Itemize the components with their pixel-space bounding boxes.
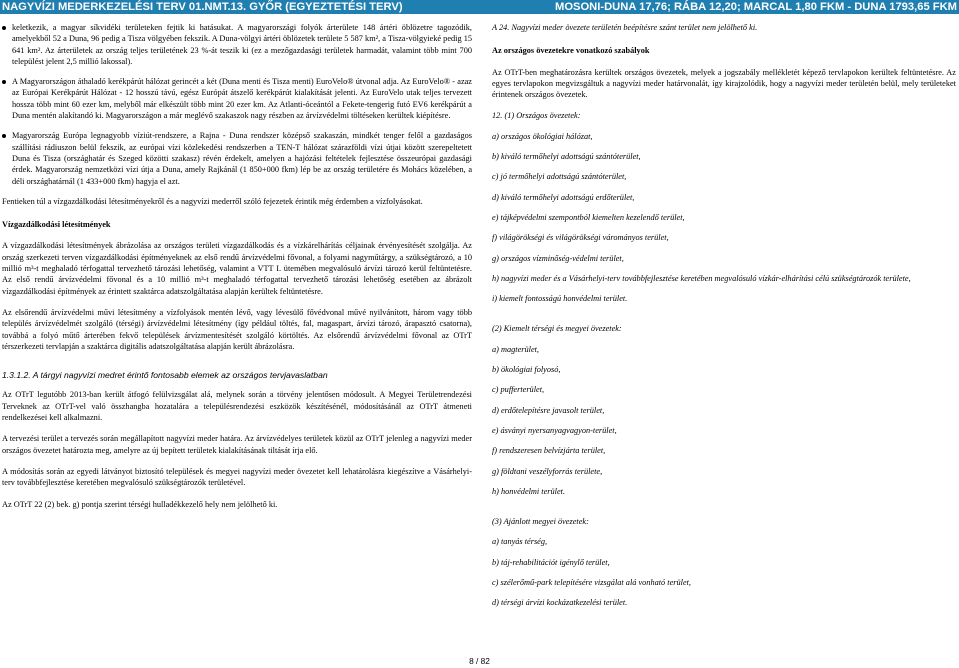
list-item: a) országos ökológiai hálózat, — [492, 131, 593, 141]
zone-list-national — [492, 131, 956, 305]
section-heading: Vízgazdálkodási létesítmények — [2, 220, 111, 230]
list-item: g) földtani veszélyforrás területe, — [492, 466, 603, 476]
bullet-paragraph: A Magyarországon áthaladó kerékpárút hálózat gerincét a két (Duna menti és Tisza menti) EuroVelo® útvonal adja. Az EuroVelo® - azaz az Európai Kerékpárút Hálózat - 12 hosszú távú, egész Európát átszelő kerékpárút kialakítását jelenti. Az EuroVelo utak teljes tervezett hossza több mint 60 ezer km, melyből már elkészült több mint 20 ezer km. Az Atlanti-óceántól a Fekete-tengerig futó EV6 kerékpárút a Duna mentén alakítandó ki. Magyarországon a már meglévő szakaszok nagy részben az árvízvédelmi töltéseken kerültek kiépítésre. — [2, 76, 472, 121]
body-paragraph: Az OTrT-ben meghatározásra kerültek országos övezetek, melyek a jogszabály mellékletét képező tervlapokon kerültek feltüntetésre. Az egyes tervlapokon megvizsgáltuk a nagyvízi meder határvonalát, így kirajzolódik, hogy a nagyvízi meder területén belül, mely területeket érintenek országos övezetek. — [492, 67, 956, 100]
list-item: d) térségi árvízi kockázatkezelési terület. — [492, 598, 628, 608]
list-title: (3) Ajánlott megyei övezetek: — [492, 517, 589, 527]
subsection-heading: 1.3.1.2. A tárgyi nagyvízi medret érintő fontosabb elemek az országos tervjavaslatban — [2, 370, 328, 381]
bullet-dot-icon — [2, 26, 6, 30]
right-column — [492, 22, 956, 618]
header-left-title: NAGYVÍZI MEDERKEZELÉSI TERV 01.NMT.13. GYŐR (EGYEZTETÉSI TERV) — [2, 1, 403, 13]
list-item: e) ásványi nyersanyagvagyon-terület, — [492, 425, 617, 435]
zone-list-county — [492, 536, 956, 608]
body-paragraph: Az OTrT 22 (2) bek. g) pontja szerint térségi hulladékkezelő hely nem jelölhető ki. — [2, 499, 278, 509]
section-heading: Az országos övezetekre vonatkozó szabályok — [492, 46, 650, 56]
list-item: f) világörökségi és világörökségi várományos terület, — [492, 233, 669, 243]
list-item: c) jó termőhelyi adottságú szántóterület, — [492, 172, 627, 182]
list-item: b) kiváló termőhelyi adottságú szántóterület, — [492, 152, 641, 162]
bullet-paragraph: Magyarország Európa legnagyobb víziút-rendszere, a Rajna - Duna rendszer középső szakaszán, mindkét tenger felől a gazdaságos szállítási rádiuszon belül fekszik, az európai vízi közlekedési rendszerben a TEN-T hálózat szárazföldi vízi útjai között szerepeltetett Duna és Tisza (országhatár és Szeged közötti szakasz) révén érdekelt, amelyen a hajózási feltételek fejlesztése összeurópai gazdasági érdek. Magyarország nemzetközi vízi útja a Duna, amely Rajkánál (1 850+000 fkm) lép be az ország területére és Mohács közelében, a déli országhatárnál (1 433+000 fkm) hagyja el azt. — [2, 130, 472, 186]
list-item: g) országos vízminőség-védelmi terület, — [492, 253, 624, 263]
list-item: c) pufferterület, — [492, 385, 545, 395]
list-title: (2) Kiemelt térségi és megyei övezetek: — [492, 324, 622, 334]
document-header — [0, 0, 959, 14]
zone-list-regional — [492, 344, 956, 497]
bullet-paragraph: keletkezik, a magyar síkvidéki területeken fejtik ki hatásukat. A magyarországi folyók árterülete 148 ártéri öblözetre tagozódik, amelyekből 52 a Duna, 96 pedig a Tisza völgyében fekszik. A Duna-völgyi ártéri öblözetek területe 5 587 km², a Tisza-völgyieké pedig 15 641 km². Az árterületek az ország teljes területének 23 %-át teszik ki (ez a mezőgazdasági területek harmadát, valamint több mint 700 települést jelent 2,5 millió lakossal). — [2, 22, 472, 67]
page-number: 8 / 82 — [469, 656, 490, 666]
list-item: a) tanyás térség, — [492, 537, 548, 547]
left-column — [2, 22, 472, 520]
header-right-title: MOSONI-DUNA 17,76; RÁBA 12,20; MARCAL 1,80 FKM - DUNA 1793,65 FKM — [555, 1, 957, 13]
list-title: 12. (1) Országos övezetek: — [492, 111, 581, 121]
bullet-dot-icon — [2, 80, 6, 84]
body-paragraph: Az elsőrendű árvízvédelmi művi létesítmény a vízfolyások mentén lévő, vagy lévesülő fővédvonal művé nyilvánított, három vagy több település árvízvédelmét szolgáló (térségi) árvízvédelmi létesítmény (így például töltés, fal, magaspart, árvízi tározó, árapasztó csatorna), továbbá a folyó műtő árterében fekvő települések árvízmentesítését szolgáló körtöltés. Az elsőrendű árvízvédelmi fővonal az OTrT térszerkezeti tervlapján a szaktárca digitális adatszolgáltatása alapján került ábrázolásra. — [2, 307, 472, 351]
body-paragraph: A módosítás során az egyedi látványot biztosító települések és megyei nagyvízi meder övezetet kell lehatárolásra kiegészítve a Vásárhelyi-terv továbbfejlesztése keretében megvalósuló szükségtározók területével. — [2, 466, 472, 488]
body-paragraph: A tervezési terület a tervezés során megállapított nagyvízi meder határa. Az árvízvédelyes területek közül az OTrT jelenleg a nagyvízi meder országos övezetet határozta meg, amelyre az új bepített területek kialakításának tiltását írja elő. — [2, 434, 472, 455]
list-item: a) magterület, — [492, 344, 540, 354]
body-paragraph: Fentieken túl a vízgazdálkodási létesítményekről és a nagyvízi mederről szóló fejezetek érintik még érdemben a vízfolyásokat. — [2, 196, 423, 206]
list-item: d) kiváló termőhelyi adottságú erdőterület, — [492, 192, 635, 202]
bullet-dot-icon — [2, 134, 6, 138]
list-item: b) táj-rehabilitációt igénylő terület, — [492, 557, 610, 567]
list-item: b) ökológiai folyosó, — [492, 365, 561, 375]
list-item: h) nagyvízi meder és a Vásárhelyi-terv továbbfejlesztése keretében megvalósuló vízkár-elhárítási célú szükségtározók területe, — [492, 273, 911, 283]
list-item: h) honvédelmi terület. — [492, 486, 566, 496]
body-paragraph: Az OTrT legutóbb 2013-ban került átfogó felülvizsgálat alá, melynek során a törvény jelentősen módosult. A Megyei Területrendezési Terveknek az OTrT-vel való összhangba hozatalára a településrendezési eszközök készítésénél, módosításánál az OTrT átmeneti rendelkezései kell alkalmazni. — [2, 390, 472, 423]
list-item: d) erdőtelepítésre javasolt terület, — [492, 405, 605, 415]
list-item: f) rendszeresen belvízjárta terület, — [492, 446, 606, 456]
italic-paragraph: A 24. Nagyvízi meder övezete területén beépítésre szánt terület nem jelölhető ki. — [492, 23, 758, 32]
list-item: c) szélerőmű-park telepítésére vizsgálat alá vonható terület, — [492, 578, 692, 588]
list-item: i) kiemelt fontosságú honvédelmi terület. — [492, 294, 628, 304]
list-item: e) tájképvédelmi szempontból kiemelten kezelendő terület, — [492, 212, 685, 222]
body-paragraph: A vízgazdálkodási létesítmények ábrázolása az országos területi vízgazdálkodás és a vízkárelhárítás céljainak érvényesítését szolgálja. Az ország szerkezeti terven vízgazdálkodási építményeknek az első rendű árvízvédelmi fővonal, a folyami nagyműtárgy, a szükségtározó, a 10 millió m³-t meghaladó térfogattal tervezhető tározási lehetőség, valamint a VTT I. ütemében megvalósuló árvízi tározó kerül feltüntetésre. Az első rendű árvízvédelmi fővonal és a 10 millió m³-t meghaladó térfogattal tervezhető tározási lehetőség esetében az ábrázolt vízgazdálkodási építmények az érintett szaktárca adatszolgáltatása alapján kerültek feltüntetésre. — [2, 241, 472, 296]
